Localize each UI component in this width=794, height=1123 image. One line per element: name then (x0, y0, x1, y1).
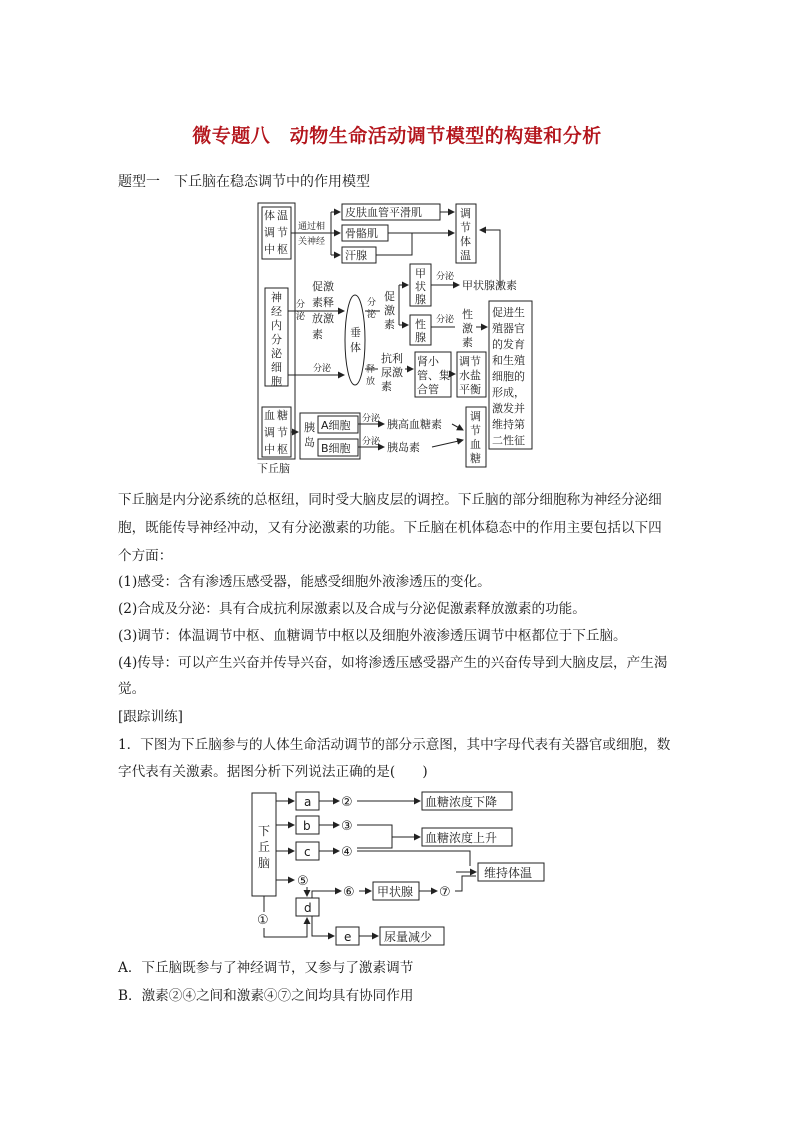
glucagon-label: 胰高血糖素 (387, 418, 442, 431)
hormone-6: ⑥ (343, 885, 355, 900)
box-c: c (304, 845, 311, 859)
a-cell-box: A细胞 (321, 419, 351, 432)
paragraph-line-6: (3)调节：体温调节中枢、血糖调节中枢以及细胞外液渗透压调节中枢都位于下丘脑。 (118, 628, 627, 644)
urine-less-box: 尿量减少 (384, 930, 433, 944)
trop-hormone-label: 促 激 素 (384, 290, 395, 331)
hypothalamus-label: 下丘脑 (257, 462, 290, 475)
section-heading: 题型一 下丘脑在稳态调节中的作用模型 (118, 174, 370, 190)
hormone-5: ⑤ (297, 874, 309, 889)
glucose-up-box: 血糖浓度上升 (425, 831, 498, 845)
paragraph-line-2: 胞，既能传导神经冲动，又有分泌激素的功能。下丘脑在机体稳态中的作用主要包括以下四 (118, 520, 662, 536)
neuro-cell-box: 神 经 内 分 泌 细 胞 (271, 291, 282, 388)
box-d: d (304, 901, 312, 915)
secrete-label-4: 分泌 (436, 272, 455, 282)
box-b: b (303, 819, 311, 833)
training-heading: [跟踪训练] (118, 709, 183, 725)
question-line-2: 字代表有关激素。据图分析下列说法正确的是( ) (118, 764, 428, 780)
glucose-down-box: 血糖浓度下降 (425, 795, 498, 809)
hormone-1: ① (257, 913, 269, 928)
keep-temp-box: 维持体温 (484, 866, 533, 880)
page-title: 微专题八 动物生命活动调节模型的构建和分析 (192, 125, 602, 147)
question-diagram (245, 786, 555, 950)
paragraph-line-5: (2)合成及分泌：具有合成抗利尿激素以及合成与分泌促激素释放激素的功能。 (118, 601, 586, 617)
secrete-label-2: 分泌 (313, 364, 332, 374)
sweat-gland-box: 汗腺 (345, 249, 367, 262)
skin-vessel-box: 皮肤血管平滑肌 (345, 206, 422, 219)
hormone-4: ④ (341, 845, 353, 860)
skeletal-muscle-box: 骨骼肌 (345, 227, 378, 240)
insulin-label: 胰岛素 (387, 441, 420, 454)
secrete-label-7: 分泌 (362, 437, 381, 447)
secrete-label-6: 分泌 (362, 414, 381, 424)
paragraph-line-3: 个方面： (118, 548, 173, 564)
option-a: A．下丘脑既参与了神经调节，又参与了激素调节 (118, 960, 414, 976)
thyroid-box: 甲 状 腺 (415, 267, 426, 306)
gonad-box: 性 腺 (415, 318, 426, 344)
secrete-label-1: 分 泌 (296, 300, 306, 322)
paragraph-line-1: 下丘脑是内分泌系统的总枢纽，同时受大脑皮层的调控。下丘脑的部分细胞称为神经分泌细 (118, 492, 662, 508)
q-hypothalamus-box: 下 丘 脑 (258, 824, 271, 870)
glucose-center-box: 血 糖 调 节 中 枢 (264, 409, 288, 456)
box-a: a (304, 795, 312, 809)
release-label: 释 放 (366, 365, 376, 387)
temp-center-label: 体 温 调 节 中 枢 (264, 209, 288, 256)
pituitary-ellipse: 垂 体 (350, 326, 361, 354)
paragraph-line-7: (4)传导：可以产生兴奋并传导兴奋，如将渗透压感受器产生的兴奋传导到大脑皮层，产生渴 (118, 655, 668, 671)
paragraph-line-4: (1)感受：含有渗透压感受器，能感受细胞外液渗透压的变化。 (118, 574, 491, 590)
secrete-label-3: 分 泌 (367, 298, 377, 320)
question-line-1: 1．下图为下丘脑参与的人体生命活动调节的部分示意图，其中字母代表有关器官或细胞，数 (118, 737, 671, 753)
thyroid-hormone-label: 甲状腺激素 (462, 279, 517, 292)
sex-hormone-label: 性 激 素 (462, 308, 473, 349)
water-salt-box: 调节 水盐 平衡 (459, 355, 481, 396)
hormone-3: ③ (341, 819, 353, 834)
kidney-tubule-box: 肾小 管、集 合管 (417, 355, 450, 396)
b-cell-box: B细胞 (321, 442, 351, 455)
release-hormone-label: 促激 素释 放激 素 (312, 280, 334, 341)
promote-box: 促进生 殖器官 的发育 和生殖 细胞的 形成， 激发并 维持第 二性征 (492, 306, 525, 447)
hormone-2: ② (341, 795, 353, 810)
adh-label: 抗利 尿激 素 (381, 352, 403, 393)
hormone-7: ⑦ (439, 885, 451, 900)
thyroid-box-q: 甲状腺 (377, 885, 414, 899)
regulate-temp-box: 调 节 体 温 (460, 207, 471, 262)
via-nerve-label: 通过相 关神经 (298, 222, 326, 247)
regulate-glucose-box: 调 节 血 糖 (470, 410, 481, 465)
pancreas-label: 胰 岛 (304, 421, 315, 449)
paragraph-line-8: 觉。 (118, 681, 146, 697)
option-b: B．激素②④之间和激素④⑦之间均具有协同作用 (118, 988, 414, 1004)
box-e: e (344, 930, 352, 944)
secrete-label-5: 分泌 (436, 315, 455, 325)
hypothalamus-regulation-diagram (250, 198, 570, 480)
